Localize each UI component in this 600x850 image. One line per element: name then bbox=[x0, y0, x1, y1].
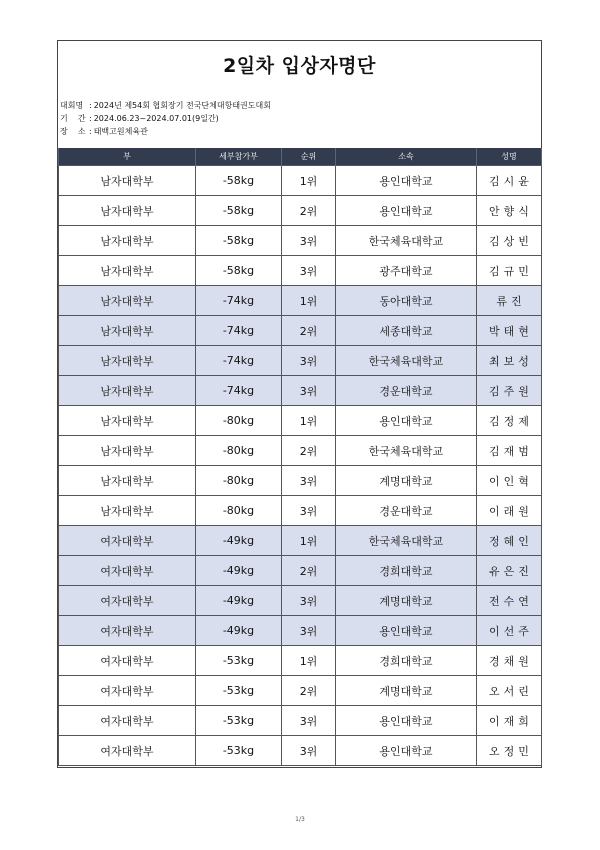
info-value: 2024.06.23~2024.07.01(9일간) bbox=[93, 114, 219, 123]
division-cell: 여자대학부 bbox=[59, 586, 196, 616]
rank-cell: 1위 bbox=[282, 286, 336, 316]
page-number: 1/3 bbox=[295, 816, 305, 823]
rank-cell: 2위 bbox=[282, 676, 336, 706]
division-cell: 남자대학부 bbox=[59, 406, 196, 436]
rank-cell: 3위 bbox=[282, 496, 336, 526]
athlete-name-cell: 박태현 bbox=[477, 316, 542, 346]
table-row bbox=[59, 676, 542, 706]
rank-cell: 3위 bbox=[282, 466, 336, 496]
team-cell: 경희대학교 bbox=[336, 556, 477, 586]
team-cell: 경희대학교 bbox=[336, 646, 477, 676]
info-event-name: 대회명 : 2024년 제54회 협회장기 전국단체대항태권도대회 bbox=[60, 101, 271, 110]
weight-class-cell: -53kg bbox=[196, 646, 282, 676]
rank-cell: 2위 bbox=[282, 196, 336, 226]
table-row bbox=[59, 466, 542, 496]
weight-class-cell: -49kg bbox=[196, 556, 282, 586]
table-row bbox=[59, 316, 542, 346]
weight-class-cell: -80kg bbox=[196, 436, 282, 466]
weight-class-cell: -58kg bbox=[196, 166, 282, 196]
table-row bbox=[59, 196, 542, 226]
rank-cell: 3위 bbox=[282, 376, 336, 406]
team-cell: 용인대학교 bbox=[336, 616, 477, 646]
team-cell: 용인대학교 bbox=[336, 706, 477, 736]
info-label: 대회명 bbox=[60, 101, 84, 110]
table-row bbox=[59, 616, 542, 646]
athlete-name-cell: 이래원 bbox=[477, 496, 542, 526]
weight-class-cell: -49kg bbox=[196, 616, 282, 646]
athlete-name-cell: 오정민 bbox=[477, 736, 542, 766]
weight-class-cell: -53kg bbox=[196, 736, 282, 766]
weight-class-cell: -80kg bbox=[196, 406, 282, 436]
team-cell: 동아대학교 bbox=[336, 286, 477, 316]
info-value: 2024년 제54회 협회장기 전국단체대항태권도대회 bbox=[93, 101, 271, 110]
weight-class-cell: -58kg bbox=[196, 196, 282, 226]
header-name: 성명 bbox=[477, 148, 542, 166]
info-label: 장 소 bbox=[60, 127, 86, 136]
team-cell: 용인대학교 bbox=[336, 166, 477, 196]
athlete-name-cell: 김시윤 bbox=[477, 166, 542, 196]
division-cell: 남자대학부 bbox=[59, 226, 196, 256]
athlete-name-cell: 경채원 bbox=[477, 646, 542, 676]
division-cell: 남자대학부 bbox=[59, 466, 196, 496]
team-cell: 한국체육대학교 bbox=[336, 346, 477, 376]
table-row bbox=[59, 556, 542, 586]
table-header-row bbox=[59, 148, 542, 166]
athlete-name-cell: 정혜인 bbox=[477, 526, 542, 556]
table-row bbox=[59, 586, 542, 616]
table-row bbox=[59, 646, 542, 676]
header-division: 부 bbox=[59, 148, 196, 166]
table-row bbox=[59, 346, 542, 376]
weight-class-cell: -74kg bbox=[196, 376, 282, 406]
rank-cell: 1위 bbox=[282, 166, 336, 196]
athlete-name-cell: 오서린 bbox=[477, 676, 542, 706]
team-cell: 한국체육대학교 bbox=[336, 526, 477, 556]
weight-class-cell: -74kg bbox=[196, 316, 282, 346]
rank-cell: 1위 bbox=[282, 526, 336, 556]
rank-cell: 3위 bbox=[282, 226, 336, 256]
athlete-name-cell: 이선주 bbox=[477, 616, 542, 646]
division-cell: 남자대학부 bbox=[59, 496, 196, 526]
rank-cell: 3위 bbox=[282, 346, 336, 376]
weight-class-cell: -53kg bbox=[196, 676, 282, 706]
page-title: 2일차 입상자명단 bbox=[223, 55, 376, 77]
document-sheet bbox=[57, 40, 542, 768]
athlete-name-cell: 류진 bbox=[477, 286, 542, 316]
division-cell: 여자대학부 bbox=[59, 616, 196, 646]
athlete-name-cell: 전수연 bbox=[477, 586, 542, 616]
division-cell: 남자대학부 bbox=[59, 286, 196, 316]
rank-cell: 2위 bbox=[282, 436, 336, 466]
rank-cell: 2위 bbox=[282, 556, 336, 586]
table-row bbox=[59, 436, 542, 466]
rank-cell: 1위 bbox=[282, 406, 336, 436]
weight-class-cell: -80kg bbox=[196, 496, 282, 526]
rank-cell: 3위 bbox=[282, 586, 336, 616]
team-cell: 한국체육대학교 bbox=[336, 226, 477, 256]
team-cell: 한국체육대학교 bbox=[336, 436, 477, 466]
weight-class-cell: -49kg bbox=[196, 586, 282, 616]
athlete-name-cell: 김규민 bbox=[477, 256, 542, 286]
team-cell: 경운대학교 bbox=[336, 496, 477, 526]
division-cell: 남자대학부 bbox=[59, 196, 196, 226]
table-row bbox=[59, 166, 542, 196]
table-row bbox=[59, 526, 542, 556]
table-row bbox=[59, 406, 542, 436]
division-cell: 여자대학부 bbox=[59, 646, 196, 676]
rank-cell: 3위 bbox=[282, 616, 336, 646]
info-period: 기 간 : 2024.06.23~2024.07.01(9일간) bbox=[60, 114, 219, 123]
division-cell: 여자대학부 bbox=[59, 556, 196, 586]
team-cell: 세종대학교 bbox=[336, 316, 477, 346]
division-cell: 남자대학부 bbox=[59, 256, 196, 286]
athlete-name-cell: 김재범 bbox=[477, 436, 542, 466]
team-cell: 계명대학교 bbox=[336, 586, 477, 616]
division-cell: 남자대학부 bbox=[59, 166, 196, 196]
weight-class-cell: -53kg bbox=[196, 706, 282, 736]
division-cell: 여자대학부 bbox=[59, 706, 196, 736]
table-row bbox=[59, 286, 542, 316]
team-cell: 용인대학교 bbox=[336, 406, 477, 436]
team-cell: 계명대학교 bbox=[336, 676, 477, 706]
weight-class-cell: -58kg bbox=[196, 226, 282, 256]
athlete-name-cell: 최보성 bbox=[477, 346, 542, 376]
division-cell: 남자대학부 bbox=[59, 376, 196, 406]
table-body bbox=[59, 166, 542, 766]
table-row bbox=[59, 256, 542, 286]
rank-cell: 2위 bbox=[282, 316, 336, 346]
header-weight-class: 세부참가부 bbox=[196, 148, 282, 166]
rank-cell: 1위 bbox=[282, 646, 336, 676]
weight-class-cell: -74kg bbox=[196, 346, 282, 376]
info-label: 기 간 bbox=[60, 114, 86, 123]
division-cell: 남자대학부 bbox=[59, 316, 196, 346]
weight-class-cell: -80kg bbox=[196, 466, 282, 496]
weight-class-cell: -58kg bbox=[196, 256, 282, 286]
rank-cell: 3위 bbox=[282, 736, 336, 766]
team-cell: 광주대학교 bbox=[336, 256, 477, 286]
division-cell: 남자대학부 bbox=[59, 346, 196, 376]
athlete-name-cell: 이재희 bbox=[477, 706, 542, 736]
division-cell: 남자대학부 bbox=[59, 436, 196, 466]
results-table bbox=[58, 148, 542, 766]
header-team: 소속 bbox=[336, 148, 477, 166]
table-row bbox=[59, 706, 542, 736]
rank-cell: 3위 bbox=[282, 256, 336, 286]
athlete-name-cell: 유은진 bbox=[477, 556, 542, 586]
info-value: 태백고원체육관 bbox=[93, 127, 148, 136]
team-cell: 용인대학교 bbox=[336, 736, 477, 766]
athlete-name-cell: 김상빈 bbox=[477, 226, 542, 256]
table-row bbox=[59, 496, 542, 526]
table-row bbox=[59, 226, 542, 256]
division-cell: 여자대학부 bbox=[59, 526, 196, 556]
team-cell: 용인대학교 bbox=[336, 196, 477, 226]
event-info bbox=[58, 99, 541, 138]
athlete-name-cell: 김정제 bbox=[477, 406, 542, 436]
table-row bbox=[59, 736, 542, 766]
athlete-name-cell: 안향식 bbox=[477, 196, 542, 226]
weight-class-cell: -49kg bbox=[196, 526, 282, 556]
info-venue: 장 소 : 태백고원체육관 bbox=[60, 127, 148, 136]
weight-class-cell: -74kg bbox=[196, 286, 282, 316]
rank-cell: 3위 bbox=[282, 706, 336, 736]
table-row bbox=[59, 376, 542, 406]
division-cell: 여자대학부 bbox=[59, 676, 196, 706]
athlete-name-cell: 이인혁 bbox=[477, 466, 542, 496]
team-cell: 계명대학교 bbox=[336, 466, 477, 496]
header-rank: 순위 bbox=[282, 148, 336, 166]
athlete-name-cell: 김주원 bbox=[477, 376, 542, 406]
team-cell: 경운대학교 bbox=[336, 376, 477, 406]
division-cell: 여자대학부 bbox=[59, 736, 196, 766]
